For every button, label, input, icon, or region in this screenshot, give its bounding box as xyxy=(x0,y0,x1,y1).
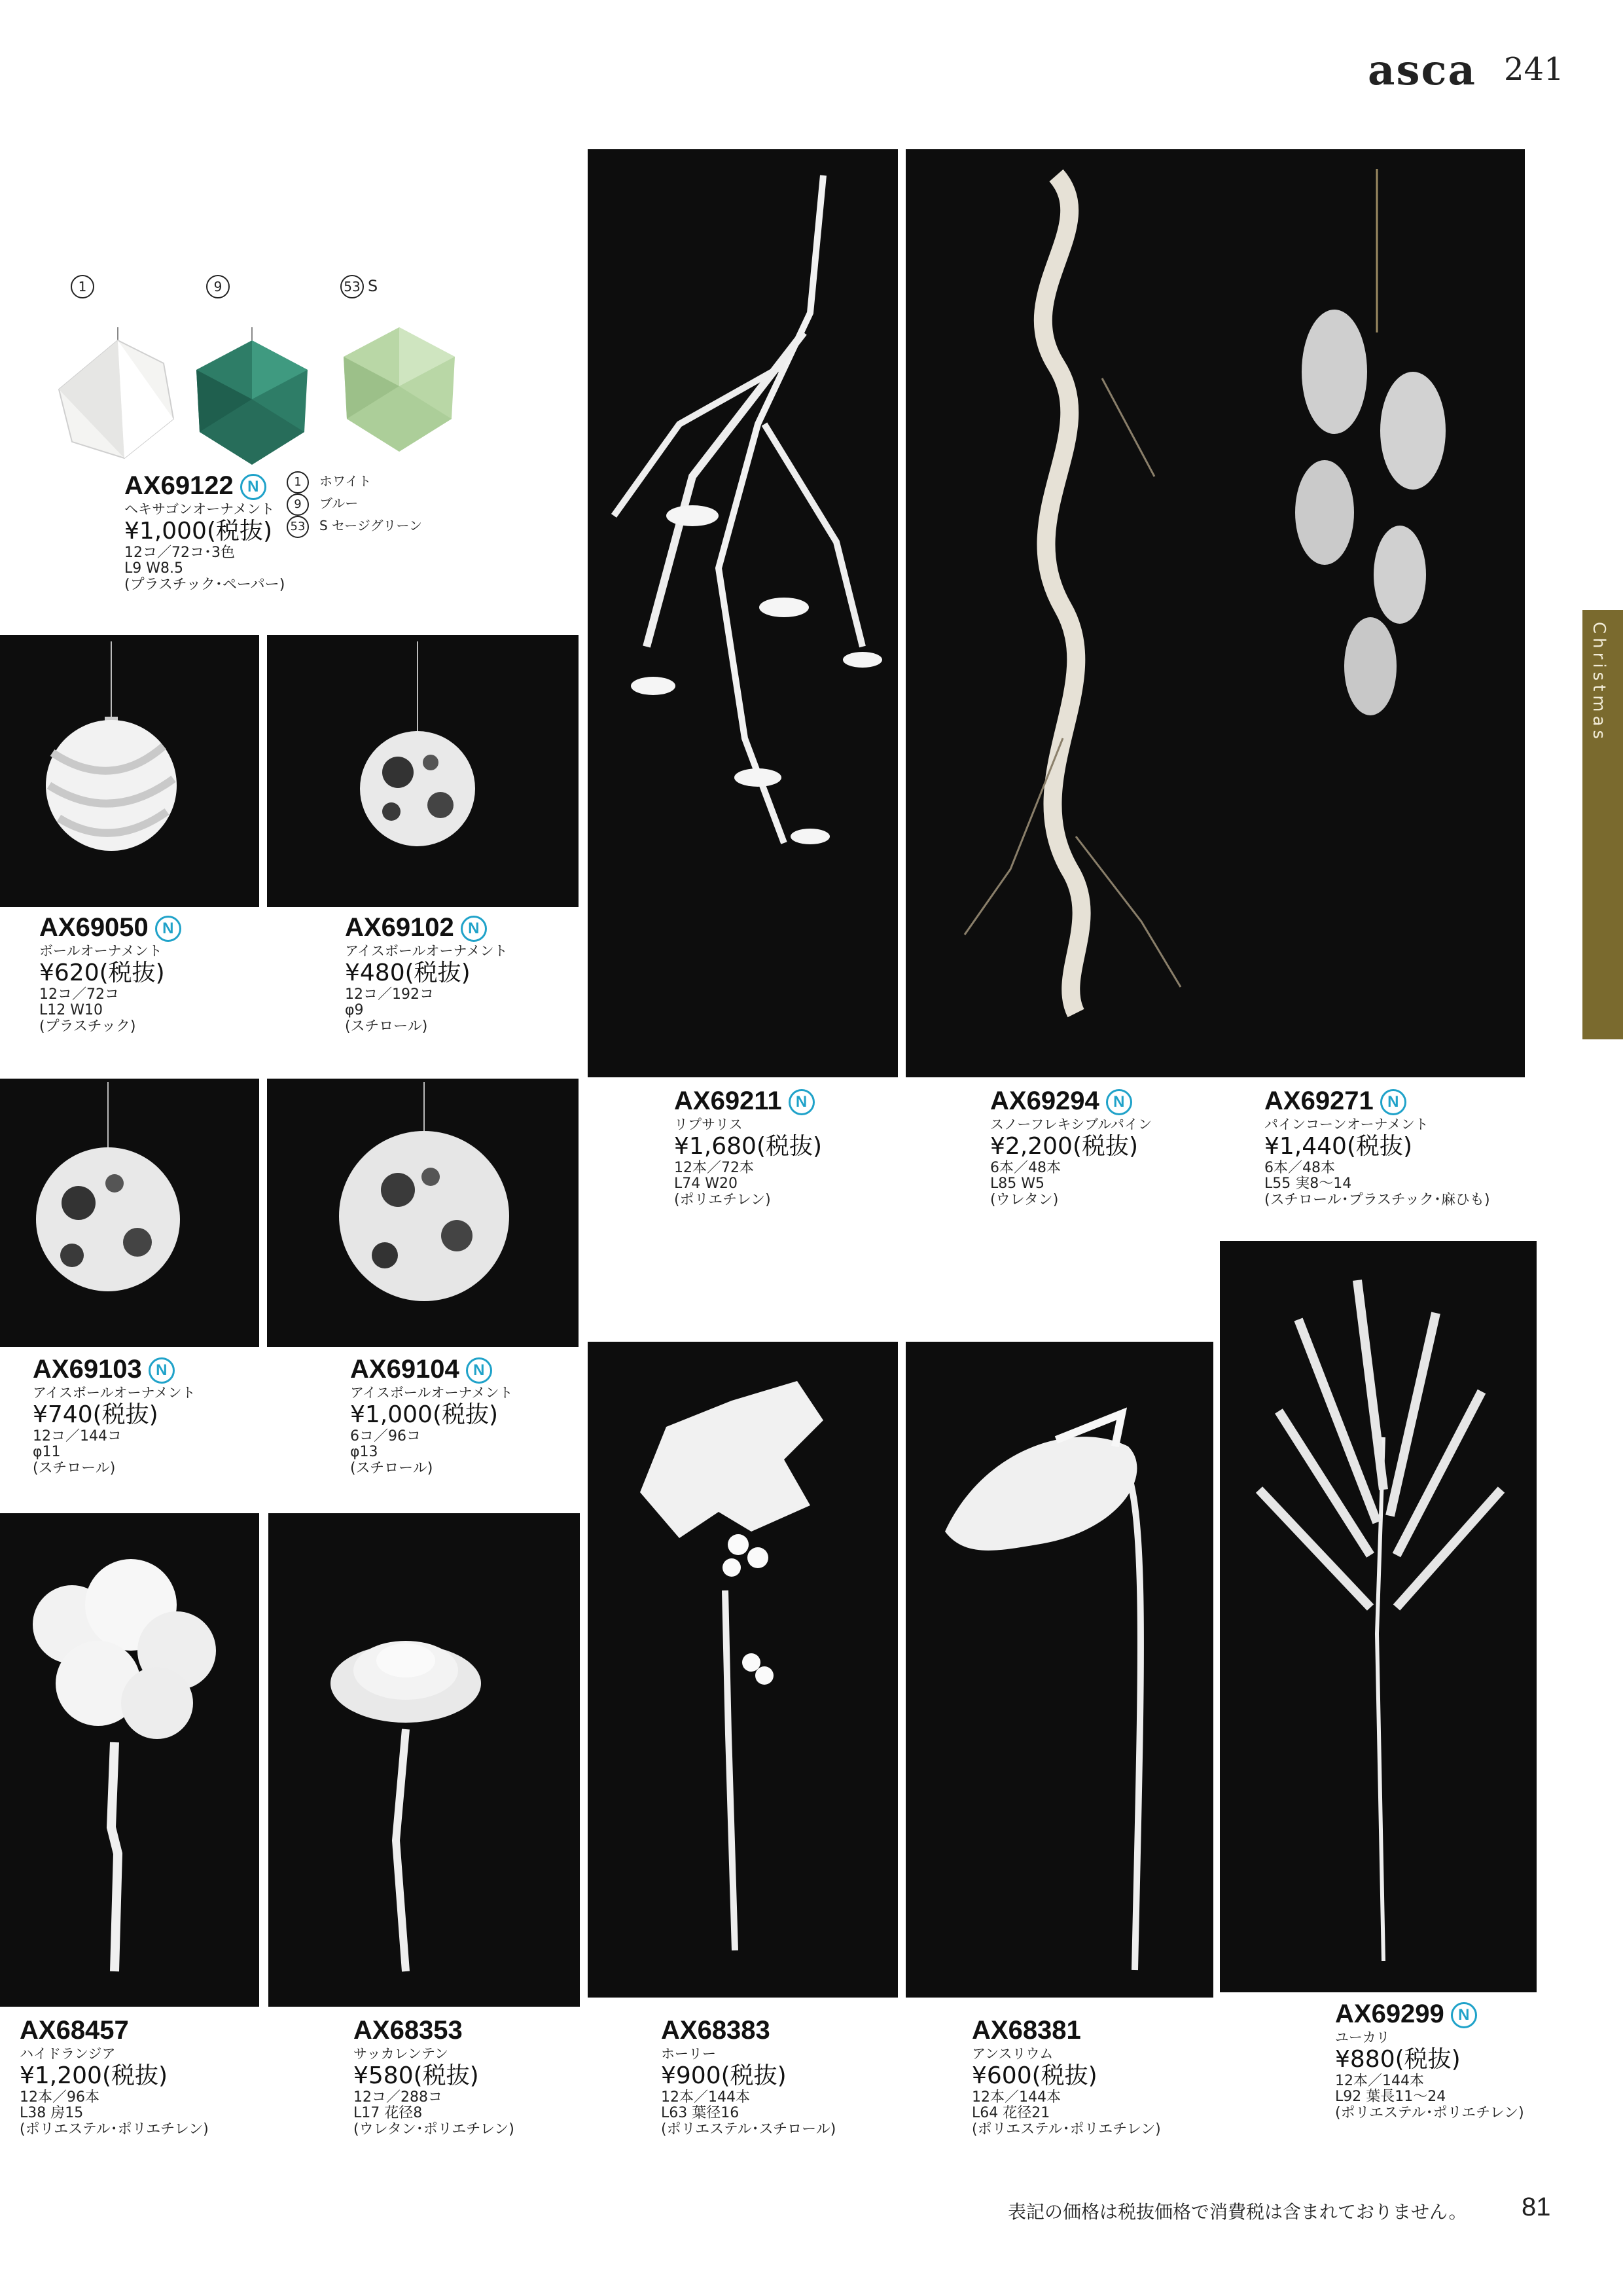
product-qty: 6本／48本 xyxy=(1264,1159,1335,1176)
product-size: φ9 xyxy=(345,1002,364,1019)
product-code: AX69122 xyxy=(124,471,234,500)
product-code: AX69211 xyxy=(674,1086,782,1115)
product-ax69102-photo xyxy=(267,635,579,907)
product-name: ハイドランジア xyxy=(20,2045,116,2062)
brand-logo: asca xyxy=(1368,46,1476,95)
new-badge: N xyxy=(240,474,266,500)
product-ax68457-photo xyxy=(0,1513,259,2007)
product-material: (ウレタン) xyxy=(990,1191,1059,1208)
hexagon-ornaments-image xyxy=(33,308,334,478)
product-material: (スチロール) xyxy=(33,1460,116,1477)
product-qty: 12コ／72コ･3色 xyxy=(124,544,235,561)
product-qty: 12本／72本 xyxy=(674,1159,754,1176)
product-name: アイスボールオーナメント xyxy=(345,942,508,959)
product-code: AX69299 xyxy=(1335,2000,1444,2028)
product-code: AX69104 xyxy=(350,1355,459,1384)
product-ax69104-photo xyxy=(267,1079,579,1347)
product-material: (ポリエチレン) xyxy=(674,1191,771,1208)
product-material: (スチロール) xyxy=(350,1460,433,1477)
product-ax69103-photo xyxy=(0,1079,259,1347)
product-name: ホーリー xyxy=(661,2045,716,2062)
sage-hexagon-image xyxy=(327,314,484,478)
new-badge: N xyxy=(149,1357,175,1384)
product-size: φ13 xyxy=(350,1444,378,1461)
product-ax69271-caption xyxy=(1264,1086,1490,1209)
product-code: AX68457 xyxy=(20,2016,129,2045)
product-price: ¥1,200(税抜) xyxy=(20,2062,168,2090)
page-number: 81 xyxy=(1522,2193,1551,2221)
product-ax69211-caption xyxy=(674,1086,822,1209)
product-qty: 12本／144本 xyxy=(1335,2072,1424,2089)
product-qty: 12コ／288コ xyxy=(353,2089,442,2106)
product-price: ¥1,000(税抜) xyxy=(124,518,273,545)
product-code: AX68381 xyxy=(972,2016,1081,2045)
catalog-page-number: 241 xyxy=(1504,51,1564,88)
product-size: L92 葉長11〜24 xyxy=(1335,2089,1446,2106)
tax-note: 表記の価格は税抜価格で消費税は含まれておりません。 xyxy=(1008,2201,1467,2223)
product-price: ¥880(税抜) xyxy=(1335,2046,1461,2073)
product-qty: 12コ／192コ xyxy=(345,986,434,1003)
product-material: (プラスチック) xyxy=(39,1018,136,1035)
variant-row-sage: 53 S セージグリーン xyxy=(287,516,422,538)
product-code: AX68353 xyxy=(353,2016,463,2045)
product-ax69294-caption xyxy=(990,1086,1152,1209)
product-material: (スチロール) xyxy=(345,1018,428,1035)
product-ax68383-photo xyxy=(588,1342,898,1998)
product-size: φ11 xyxy=(33,1444,61,1461)
product-price: ¥900(税抜) xyxy=(661,2062,787,2090)
product-code: AX69050 xyxy=(39,913,149,942)
variant-marker-sage: 53 S xyxy=(340,275,378,298)
product-name: アイスボールオーナメント xyxy=(350,1384,513,1401)
product-ax69104-caption xyxy=(350,1355,513,1477)
product-name: ヘキサゴンオーナメント xyxy=(124,501,275,517)
product-ax68353-photo xyxy=(268,1513,580,2007)
product-material: (ポリエステル･ポリエチレン) xyxy=(1335,2104,1524,2121)
product-price: ¥600(税抜) xyxy=(972,2062,1097,2090)
product-size: L12 W10 xyxy=(39,1002,103,1019)
product-ax69103-caption xyxy=(33,1355,196,1477)
product-size: L9 W8.5 xyxy=(124,560,183,577)
product-ax69102-caption xyxy=(345,913,508,1035)
product-name: リプサリス xyxy=(674,1116,743,1132)
product-price: ¥580(税抜) xyxy=(353,2062,479,2090)
product-name: アイスボールオーナメント xyxy=(33,1384,196,1401)
product-ax68457-caption xyxy=(20,2016,209,2138)
product-size: L55 実8〜14 xyxy=(1264,1175,1352,1193)
product-size: L63 葉径16 xyxy=(661,2105,740,2122)
product-ax68353-caption xyxy=(353,2016,514,2138)
product-size: L64 花径21 xyxy=(972,2105,1050,2122)
product-name: ボールオーナメント xyxy=(39,942,162,959)
product-size: L17 花径8 xyxy=(353,2105,423,2122)
product-name: サッカレンテン xyxy=(353,2045,449,2062)
product-ax69294-photo xyxy=(906,149,1525,1077)
product-name: アンスリウム xyxy=(972,2045,1054,2062)
product-qty: 12コ／144コ xyxy=(33,1427,122,1444)
variant-row-white: 1 ホワイト xyxy=(287,471,422,493)
product-code: AX69102 xyxy=(345,913,454,942)
product-ax68383-caption xyxy=(661,2016,836,2138)
product-ax68381-caption xyxy=(972,2016,1161,2138)
product-price: ¥740(税抜) xyxy=(33,1401,158,1429)
product-qty: 12本／96本 xyxy=(20,2089,99,2106)
product-material: (ウレタン･ポリエチレン) xyxy=(353,2121,514,2138)
product-material: (ポリエステル･ポリエチレン) xyxy=(972,2121,1161,2138)
product-name: スノーフレキシブルパイン xyxy=(990,1116,1152,1132)
product-code: AX69271 xyxy=(1264,1086,1374,1115)
new-badge: N xyxy=(461,916,487,942)
product-qty: 12本／144本 xyxy=(972,2089,1061,2106)
variant-color-list xyxy=(287,471,422,538)
product-qty: 6本／48本 xyxy=(990,1159,1061,1176)
variant-marker-blue: 9 xyxy=(206,275,234,298)
product-price: ¥480(税抜) xyxy=(345,960,471,987)
new-badge: N xyxy=(1380,1089,1406,1115)
product-code: AX68383 xyxy=(661,2016,770,2045)
product-size: L85 W5 xyxy=(990,1175,1044,1193)
product-ax69299-photo xyxy=(1220,1241,1537,1992)
new-badge: N xyxy=(789,1089,815,1115)
product-price: ¥1,000(税抜) xyxy=(350,1401,499,1429)
product-material: (ポリエステル･ポリエチレン) xyxy=(20,2121,209,2138)
section-tab xyxy=(1582,610,1623,1039)
product-material: (ポリエステル･スチロール) xyxy=(661,2121,836,2138)
product-material: (プラスチック･ペーパー) xyxy=(124,576,285,593)
new-badge: N xyxy=(155,916,181,942)
product-ax69050-caption xyxy=(39,913,181,1035)
new-badge: N xyxy=(466,1357,492,1384)
product-code: AX69103 xyxy=(33,1355,142,1384)
product-ax69050-photo xyxy=(0,635,259,907)
product-price: ¥620(税抜) xyxy=(39,960,165,987)
product-ax69211-photo xyxy=(588,149,898,1077)
variant-row-blue: 9 ブルー xyxy=(287,493,422,516)
product-ax68381-photo xyxy=(906,1342,1213,1998)
product-price: ¥1,440(税抜) xyxy=(1264,1133,1413,1160)
new-badge: N xyxy=(1451,2002,1477,2028)
product-price: ¥2,200(税抜) xyxy=(990,1133,1139,1160)
product-size: L74 W20 xyxy=(674,1175,738,1193)
product-name: パインコーンオーナメント xyxy=(1264,1116,1429,1132)
product-qty: 12本／144本 xyxy=(661,2089,750,2106)
product-price: ¥1,680(税抜) xyxy=(674,1133,823,1160)
product-name: ユーカリ xyxy=(1335,2029,1390,2045)
product-ax69122-caption xyxy=(124,471,285,594)
product-size: L38 房15 xyxy=(20,2105,84,2122)
product-ax69299-caption xyxy=(1335,2000,1524,2122)
product-qty: 12コ／72コ xyxy=(39,986,119,1003)
section-tab-label: Christmas xyxy=(1589,622,1609,744)
product-code: AX69294 xyxy=(990,1086,1099,1115)
product-material: (スチロール･プラスチック･麻ひも) xyxy=(1264,1191,1490,1208)
variant-marker-white: 1 xyxy=(71,275,98,298)
new-badge: N xyxy=(1106,1089,1132,1115)
product-qty: 6コ／96コ xyxy=(350,1427,421,1444)
